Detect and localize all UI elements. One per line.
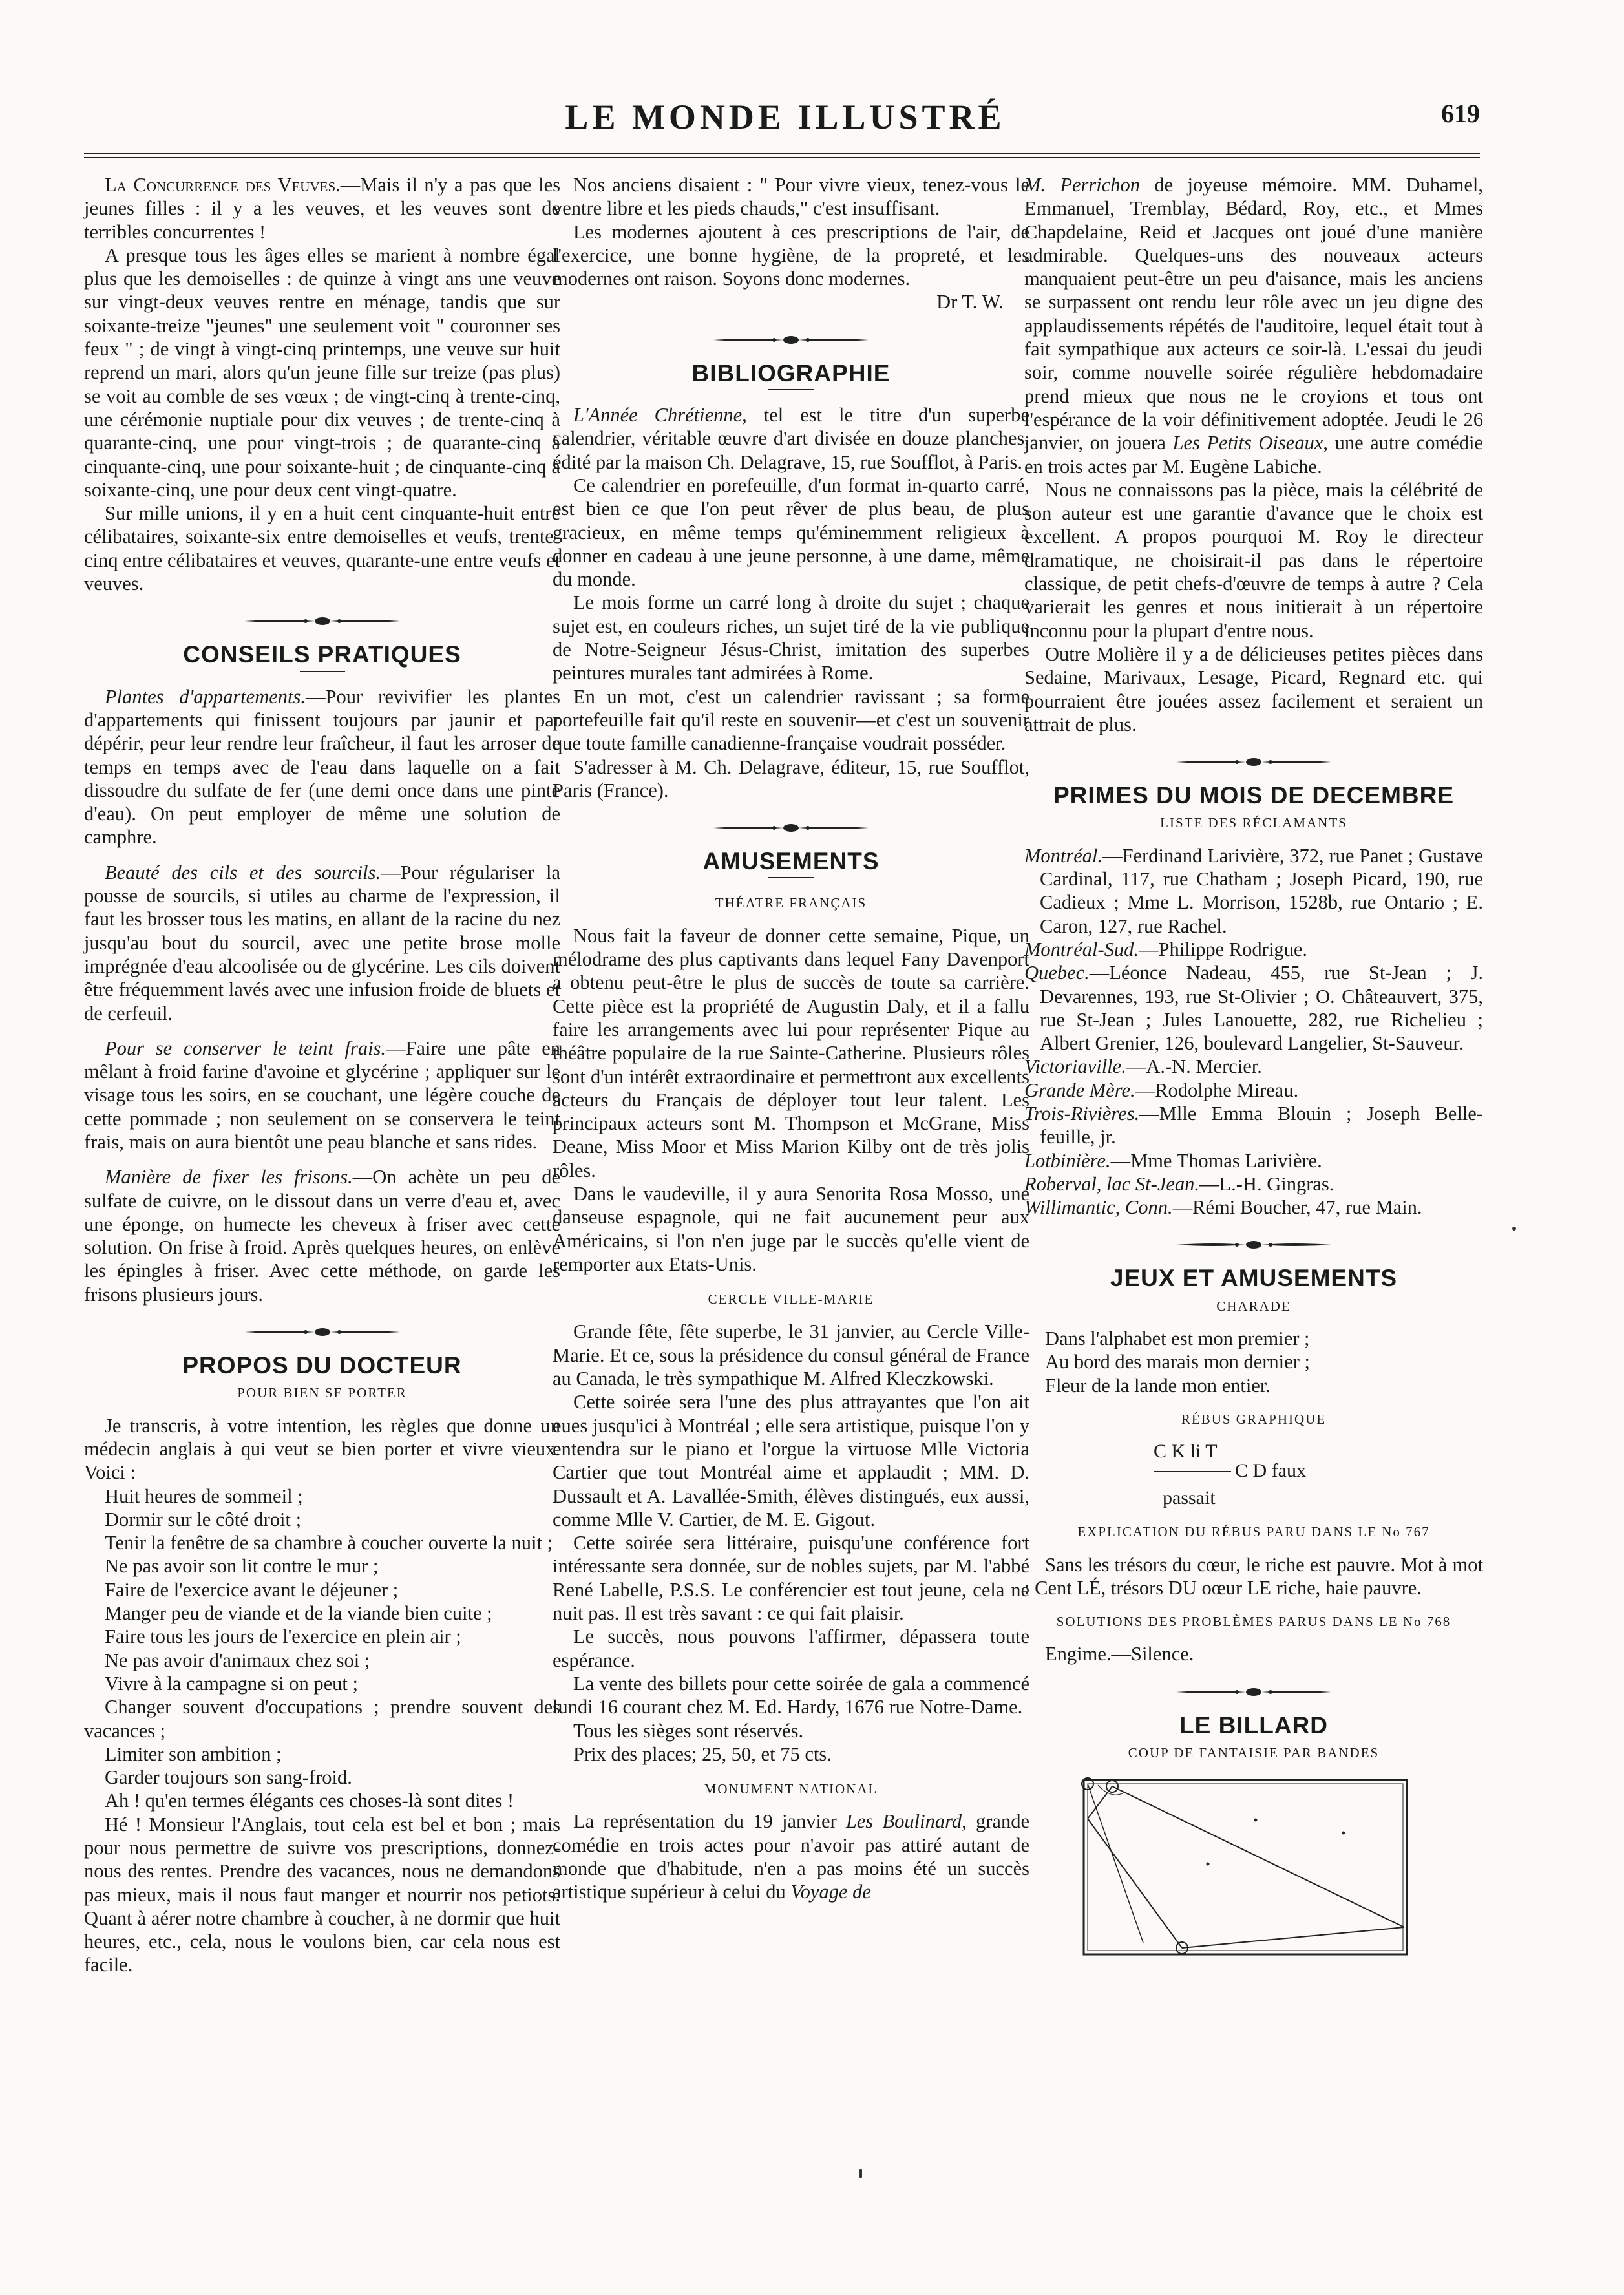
monument-p1-b: grande comédie en trois actes pour n'avoir pas attiré autant de monde que d'habitude, n'en a pas moins été un succès artistique supérieur à celui du [553, 1810, 1029, 1903]
claimant-entry [1024, 1055, 1483, 1078]
cercle-p3: Cette soirée sera littéraire, puisqu'une conférence fort intéressante sera donnée, sur de nobles sujets, par M. l'abbé René Labelle, P.S.S. Le conférencier est tout jeune, cela ne nuit pas. Il est très savant : ce qui fait plaisir. [553, 1532, 1029, 1625]
subheading-cercle-ville-marie: CERCLE VILLE-MARIE [708, 1291, 874, 1307]
conseil-plantes-text: —Pour revivifier les plantes d'appartements qui finissent toujours par jaunir et par dépérir, peur leur rendre leur fraîcheur, il faut les arroser de temps en temps avec de l'eau dans laquelle on a fait dissoudre du sulfate de fer (une demi once dans une pinte d'eau). On peut employer de même une solution de camphre. [84, 685, 561, 849]
column-2 [553, 173, 1029, 1904]
monument-p1-a: La représentation du 19 janvier [573, 1810, 846, 1833]
heading-rule [768, 389, 814, 390]
docteur-comment-2: Hé ! Monsieur l'Anglais, tout cela est bel et bon ; mais pour nous permettre de suivre vos prescriptions, donnez-nous des rentes. Prendre des vacances, nous ne demandons pas mieux, mais il nous faut manger et nourrir nos petiots. Quant à aérer notre chambre à coucher, à ne dormir que huit heures, etc., cela, nous le voulons bien, car cela nous est facile. [84, 1813, 560, 1976]
subheading-solutions: SOLUTIONS DES PROBLÈMES PARUS DANS LE No 768 [1056, 1614, 1451, 1630]
subheading-explication: EXPLICATION DU RÉBUS PARU DANS LE No 767 [1077, 1524, 1430, 1540]
monument-p3: Nous ne connaissons pas la pièce, mais la célébrité de son auteur est une garantie d'avance que le choix est excellent. A propos pourquoi M. Roy le directeur dramatique, ne choisirait-il pas dans le répertoire classique, de petit chefs-d'œuvre de temps à autre ? Cela varierait les genres et nous initierait à un répertoire inconnu pour la plupart d'entre nous. [1024, 478, 1483, 642]
claimant-entry [1024, 1149, 1483, 1172]
masthead [90, 97, 1480, 136]
claimant-names: —Rodolphe Mireau. [1135, 1079, 1299, 1101]
article-veuves-text: —Mais il n'y a pas que les jeunes filles : il y a les veuves, et les veuves sont de terribles concurrentes ! [84, 174, 560, 243]
signature: Dr T. W. [936, 291, 1004, 313]
claimant-names: —Ferdinand Larivière, 372, rue Panet ; Gustave Cardinal, 117, rue Chatham ; Joseph Picard, 190, rue Cadieux ; Mme L. Morrison, 1528b, rue Ontario ; E. Caron, 127, rue Rachel. [1040, 844, 1483, 937]
claimant-names: —Rémi Boucher, 47, rue Main. [1172, 1196, 1422, 1219]
biblio-book-title: L'Année Chrétienne, [573, 404, 747, 427]
article-veuves-label: La Concurrence des Veuves. [105, 174, 341, 196]
claimant-place: Roberval, lac St-Jean. [1024, 1172, 1200, 1195]
conseil-plantes [84, 685, 560, 849]
claimant-place: Willimantic, Conn. [1024, 1196, 1173, 1219]
subheading-bien-se-porter: POUR BIEN SE PORTER [237, 1385, 407, 1401]
biblio-p2: Ce calendrier en porefeuille, d'un format in-quarto carré, est bien ce que l'on peut rêver de plus beau, de plus gracieux, en même temps qu'éminemment religieux à donner en cadeau à une jeune personne, à une dame, même du monde. [553, 474, 1029, 591]
claimant-names: —Philippe Rodrigue. [1139, 938, 1307, 960]
heading-primes: PRIMES DU MOIS DE DECEMBRE [1053, 782, 1455, 809]
monument-play-perrichon: M. Perrichon [1024, 174, 1141, 196]
monument-continued [1024, 173, 1483, 478]
biblio-p1-text: tel est le titre d'un superbe calendrier, véritable œuvre d'art divisée en douze planches, édité par la maison Ch. Delagrave, 15, rue Soufflot, à Paris. [553, 404, 1029, 473]
rule-item: Faire de l'exercice avant le déjeuner ; [105, 1578, 399, 1601]
conseil-teint-label: Pour se conserver le teint frais. [105, 1037, 386, 1059]
claimant-entry [1024, 844, 1483, 938]
claimant-place: Victoriaville. [1024, 1055, 1126, 1078]
rebus-line-3: passait [1163, 1487, 1216, 1509]
claimants-list [1024, 844, 1483, 1220]
conseil-sourcils [84, 861, 560, 1025]
monument-p1-end: Voyage de [790, 1881, 871, 1903]
monument-p4: Outre Molière il y a de délicieuses petites pièces dans Sedaine, Marivaux, Lesage, Picard, Regnard etc. qui pourraient être jouées assez facilement et seraient un attrait de plus. [1024, 642, 1483, 735]
heading-bibliographie: BIBLIOGRAPHIE [691, 359, 891, 386]
section-ornament [553, 328, 1029, 345]
subheading-rebus: RÉBUS GRAPHIQUE [1181, 1411, 1327, 1427]
heading-jeux-amusements: JEUX ET AMUSEMENTS [1110, 1265, 1398, 1292]
conseil-sourcils-text: —Pour régulariser la pousse de sourcils, si utiles au charme de l'expression, il faut les brosser tous les matins, en allant de la racine du nez jusqu'au bout du sourcil, avec une petite brose molle imprégnée d'eau alcoolisée ou de glycérine. Les cils doivent être fréquemment lavés avec une infusion froide de bluets et de cerfeuil. [84, 861, 560, 1024]
newspaper-title: LE MONDE ILLUSTRÉ [565, 98, 1006, 136]
conseil-frisons-label: Manière de fixer les frisons. [105, 1166, 353, 1189]
conseil-frisons [84, 1165, 560, 1306]
rule-item: Huit heures de sommeil ; [105, 1485, 303, 1507]
theatre-p1: Nous fait la faveur de donner cette semaine, Pique, un mélodrame des plus captivants dans lequel Fany Davenport a obtenu peut-être le plus de succès de toute sa carrière. Cette pièce est la propriété de Augustin Daly, et il a fallu faire les arrangements avec lui pour représenter Pique au théâtre populaire de la rue Sainte-Catherine. Plusieurs rôles sont d'un intérêt extraordinaire et permettront aux excellents acteurs du Français de déployer tout leur talent. Les principaux acteurs sont M. Thompson et McGrane, Miss Deane, Miss Moor et Miss Marion Kilby ont de très jolis rôles. [553, 924, 1029, 1181]
monument-continued-text: de joyeuse mémoire. MM. Duhamel, Emmanuel, Tremblay, Bédard, Roy, etc., et Mmes Chapdelaine, Reid et Jacques ont joué d'une manière admirable. Quelques-uns des nouveaux acteurs manquaient peut-être un peu d'aisance, mais les anciens se surpassent ont rendu leur rôle avec un jeu digne des applaudissements répétés de l'auditoire, lequel était tout à fait sympathique aux acteurs ce soir-là. L'essai du jeudi soir, comme nouvelle soirée régulière hebdomadaire prend mieux que nous ne le croyions et tous ont l'espérance de la voir définitivement adoptée. Jeudi le 26 janvier, on jouera [1024, 174, 1483, 454]
article-veuves-p3: Sur mille unions, il y en a huit cent cinquante-huit entre célibataires, soixante-six entre demoiselles et veufs, trente-cinq entre célibataires et veuves, quarante-une entre veufs et veuves. [84, 502, 560, 595]
rule-item: Ne pas avoir d'animaux chez soi ; [105, 1649, 370, 1671]
conseil-frisons-text: —On achète un peu de sulfate de cuivre, on le dissout dans un verre d'eau et, avec une éponge, on humecte les cheveux à friser avec cette solution. On frise à froid. Après quelques heures, on enlève les épingles à friser. Avec cette méthode, on garde les frisons plusieurs jours. [84, 1166, 560, 1306]
subheading-charade: CHARADE [1216, 1298, 1291, 1314]
section-ornament [553, 816, 1029, 833]
heading-rule [300, 671, 345, 672]
monument-continued-end: , une autre comédie en trois actes par M. Eugène Labiche. [1024, 432, 1483, 478]
monument-p1 [553, 1810, 1029, 1903]
claimant-place: Lotbinière. [1024, 1149, 1111, 1172]
rule-item: Garder toujours son sang-froid. [105, 1766, 352, 1789]
cercle-p5: La vente des billets pour cette soirée de gala a commencé lundi 16 courant chez M. Ed. Hardy, 1676 rue Notre-Dame. [553, 1672, 1029, 1719]
print-speck [1512, 1227, 1516, 1231]
claimant-names: —L.-H. Gingras. [1199, 1172, 1334, 1195]
heading-rule [768, 877, 814, 878]
docteur-comment-1: Ah ! qu'en termes élégants ces choses-là sont dites ! [105, 1790, 514, 1812]
article-veuves-p2: A presque tous les âges elles se marient à nombre égal plus que les demoiselles : de quinze à vingt ans une veuve sur vingt-deux veuves rentre en ménage, tandis que sur soixante-treize "jeunes" une seulement voit " couronner ses feux " ; de vingt à vingt-cinq printemps, une veuve sur huit reprend un mari, alors qu'un jeune fille sur treize (pas plus) se voit au comble de ses vœux ; de vingt-cinq à trente-cinq, une cérémonie nuptiale pour dix veuves ; de trente-cinq à quarante-cinq, une pour vingt-trois ; de quarante-cinq à cinquante-cinq, une pour soixante-huit ; de cinquante-cinq à soixante-cinq, une pour deux cent vingt-quatre. [84, 244, 560, 501]
theatre-p2: Dans le vaudeville, il y aura Senorita Rosa Mosso, une danseuse espagnole, qui ne fait aucunement peur aux Américains, si l'on n'en juge par le succès qu'elle vient de remporter aux Etats-Unis. [553, 1182, 1029, 1275]
section-ornament [1024, 750, 1483, 767]
subheading-theatre-francais: THÉATRE FRANÇAIS [715, 895, 867, 911]
claimant-names: —Mlle Emma Blouin ; Joseph Belle-feuille, jr. [1040, 1102, 1483, 1148]
rebus-line-2: C D faux [1235, 1460, 1306, 1482]
claimant-place: Montréal. [1024, 844, 1103, 867]
claimant-place: Grande Mère. [1024, 1079, 1135, 1101]
claimant-entry [1024, 1172, 1483, 1196]
section-ornament [1024, 1233, 1483, 1250]
rebus-line-1: C K li T [1154, 1441, 1218, 1463]
column-1 [84, 173, 560, 1977]
claimant-entry [1024, 1102, 1483, 1149]
claimant-names: —Léonce Nadeau, 455, rue St-Jean ; J. Devarennes, 193, rue St-Olivier ; O. Châteauvert, 375, rue St-Jean ; Jules Lanouette, 282, rue Richelieu ; Albert Grenier, 126, boulevard Langelier, St-Sauveur. [1040, 962, 1483, 1055]
cercle-p7: Prix des places; 25, 50, et 75 cts. [573, 1742, 832, 1765]
claimant-names: —Mme Thomas Larivière. [1110, 1149, 1322, 1172]
subheading-liste-reclamants: LISTE DES RÉCLAMANTS [1160, 815, 1347, 831]
claimant-entry [1024, 938, 1483, 961]
solution-text: Engime.—Silence. [1045, 1643, 1194, 1666]
charade-line: Au bord des marais mon dernier ; [1045, 1351, 1310, 1373]
billiard-table-figure [1072, 1773, 1421, 1967]
rule-item: Limiter son ambition ; [105, 1742, 282, 1765]
cercle-p6: Tous les sièges sont réservés. [573, 1719, 804, 1742]
cercle-p2: Cette soirée sera l'une des plus attrayantes que l'on ait eues jusqu'ici à Montréal ; elle sera artistique, puisque l'on y entendra sur le piano et l'orgue la virtuose Mlle Victoria Cartier que tout Montréal aime et applaudit ; MM. D. Dussault et A. Lavallée-Smith, élèves distingués, eux aussi, comme Mlle V. Cartier, de M. E. Gigout. [553, 1391, 1029, 1530]
rebus-graphique [1024, 1440, 1483, 1515]
billiard-diagram [1072, 1773, 1421, 1967]
page-number: 619 [1441, 99, 1480, 128]
charade-line: Dans l'alphabet est mon premier ; [1045, 1327, 1310, 1350]
rule-item: Dormir sur le côté droit ; [105, 1508, 302, 1530]
section-ornament [84, 1320, 560, 1337]
docteur-intro: Je transcris, à votre intention, les règles que donne un médecin anglais à qui veut se bien porter et vivre vieux. Voici : [84, 1414, 560, 1484]
biblio-p3: Le mois forme un carré long à droite du sujet ; chaque sujet est, en couleurs riches, un sujet tiré de la vie publique de Notre-Seigneur Jésus-Christ, imitation des superbes peintures murales tant admirées à Rome. [553, 591, 1029, 684]
subheading-monument-national: MONUMENT NATIONAL [704, 1781, 878, 1797]
claimant-entry [1024, 1196, 1483, 1219]
rule-item: Faire tous les jours de l'exercice en plein air ; [105, 1625, 461, 1648]
claimant-place: Trois-Rivières. [1024, 1102, 1140, 1125]
rule-item: Changer souvent d'occupations ; prendre souvent des vacances ; [84, 1696, 560, 1742]
masthead-rule [84, 153, 1480, 158]
rules-list [84, 1485, 560, 1790]
docteur-continued-2: Les modernes ajoutent à ces prescriptions de l'air, de l'exercice, une bonne hygiène, de la propreté, et les modernes ont raison. Soyons donc modernes. [553, 220, 1029, 290]
conseil-plantes-label: Plantes d'appartements. [105, 685, 306, 708]
subheading-coup-fantaisie: COUP DE FANTAISIE PAR BANDES [1128, 1745, 1380, 1761]
section-ornament [84, 609, 560, 626]
conseil-teint [84, 1037, 560, 1154]
biblio-p1 [553, 403, 1029, 474]
heading-conseils-pratiques: CONSEILS PRATIQUES [183, 641, 461, 668]
cercle-p4: Le succès, nous pouvons l'affirmer, dépassera toute espérance. [553, 1625, 1029, 1671]
biblio-p4: En un mot, c'est un calendrier ravissant ; sa forme portefeuille fait qu'il reste en souvenir—et c'est un souvenir que toute famille canadienne-française voudrait posséder. [553, 685, 1029, 755]
biblio-p5: S'adresser à M. Ch. Delagrave, éditeur, 15, rue Soufflot, Paris (France). [553, 756, 1029, 801]
conseil-sourcils-label: Beauté des cils et des sourcils. [105, 861, 381, 883]
heading-amusements: AMUSEMENTS [702, 848, 880, 875]
conseil-teint-text: —Faire une pâte en mêlant à froid farine d'avoine et glycérine ; appliquer sur le visage tous les soirs, en se couchant, une légère couche de cette pommade ; non seulement on se conservera le teint frais, mais on aura bientôt une peau blanche et sans rides. [84, 1037, 560, 1153]
claimant-entry [1024, 961, 1483, 1055]
section-ornament [1024, 1680, 1483, 1697]
cercle-p1: Grande fête, fête superbe, le 31 janvier, au Cercle Ville-Marie. Et ce, sous la présidence du consul général de France au Canada, le très sympathique M. Alfred Kleczkowski. [553, 1320, 1029, 1390]
rule-item: Vivre à la campagne si on peut ; [105, 1672, 358, 1695]
column-3 [1024, 173, 1483, 1967]
claimant-place: Montréal-Sud. [1024, 938, 1139, 960]
heading-billard: LE BILLARD [1179, 1711, 1328, 1739]
article-veuves-p1 [84, 173, 560, 244]
monument-play-title: Les Boulinard, [845, 1810, 967, 1833]
monument-play-petits-oiseaux: Les Petits Oiseaux [1172, 432, 1323, 454]
docteur-continued-1: Nos anciens disaient : " Pour vivre vieux, tenez-vous le ventre libre et les pieds chauds," c'est insuffisant. [553, 174, 1029, 220]
rule-item: Ne pas avoir son lit contre le mur ; [105, 1555, 379, 1578]
print-speck [859, 2169, 862, 2178]
rebus-bar [1154, 1471, 1231, 1472]
claimant-place: Quebec. [1024, 962, 1090, 984]
claimant-names: —A.-N. Mercier. [1126, 1055, 1262, 1078]
heading-propos-docteur: PROPOS DU DOCTEUR [182, 1352, 462, 1379]
explication-text: Sans les trésors du cœur, le riche est pauvre. Mot à mot : Cent LÉ, trésors DU oœur LE riche, haie pauvre. [1024, 1553, 1483, 1599]
rule-item: Tenir la fenêtre de sa chambre à coucher ouverte la nuit ; [105, 1532, 553, 1554]
claimant-entry [1024, 1079, 1483, 1102]
charade-line: Fleur de la lande mon entier. [1045, 1374, 1271, 1397]
rule-item: Manger peu de viande et de la viande bien cuite ; [105, 1602, 492, 1625]
